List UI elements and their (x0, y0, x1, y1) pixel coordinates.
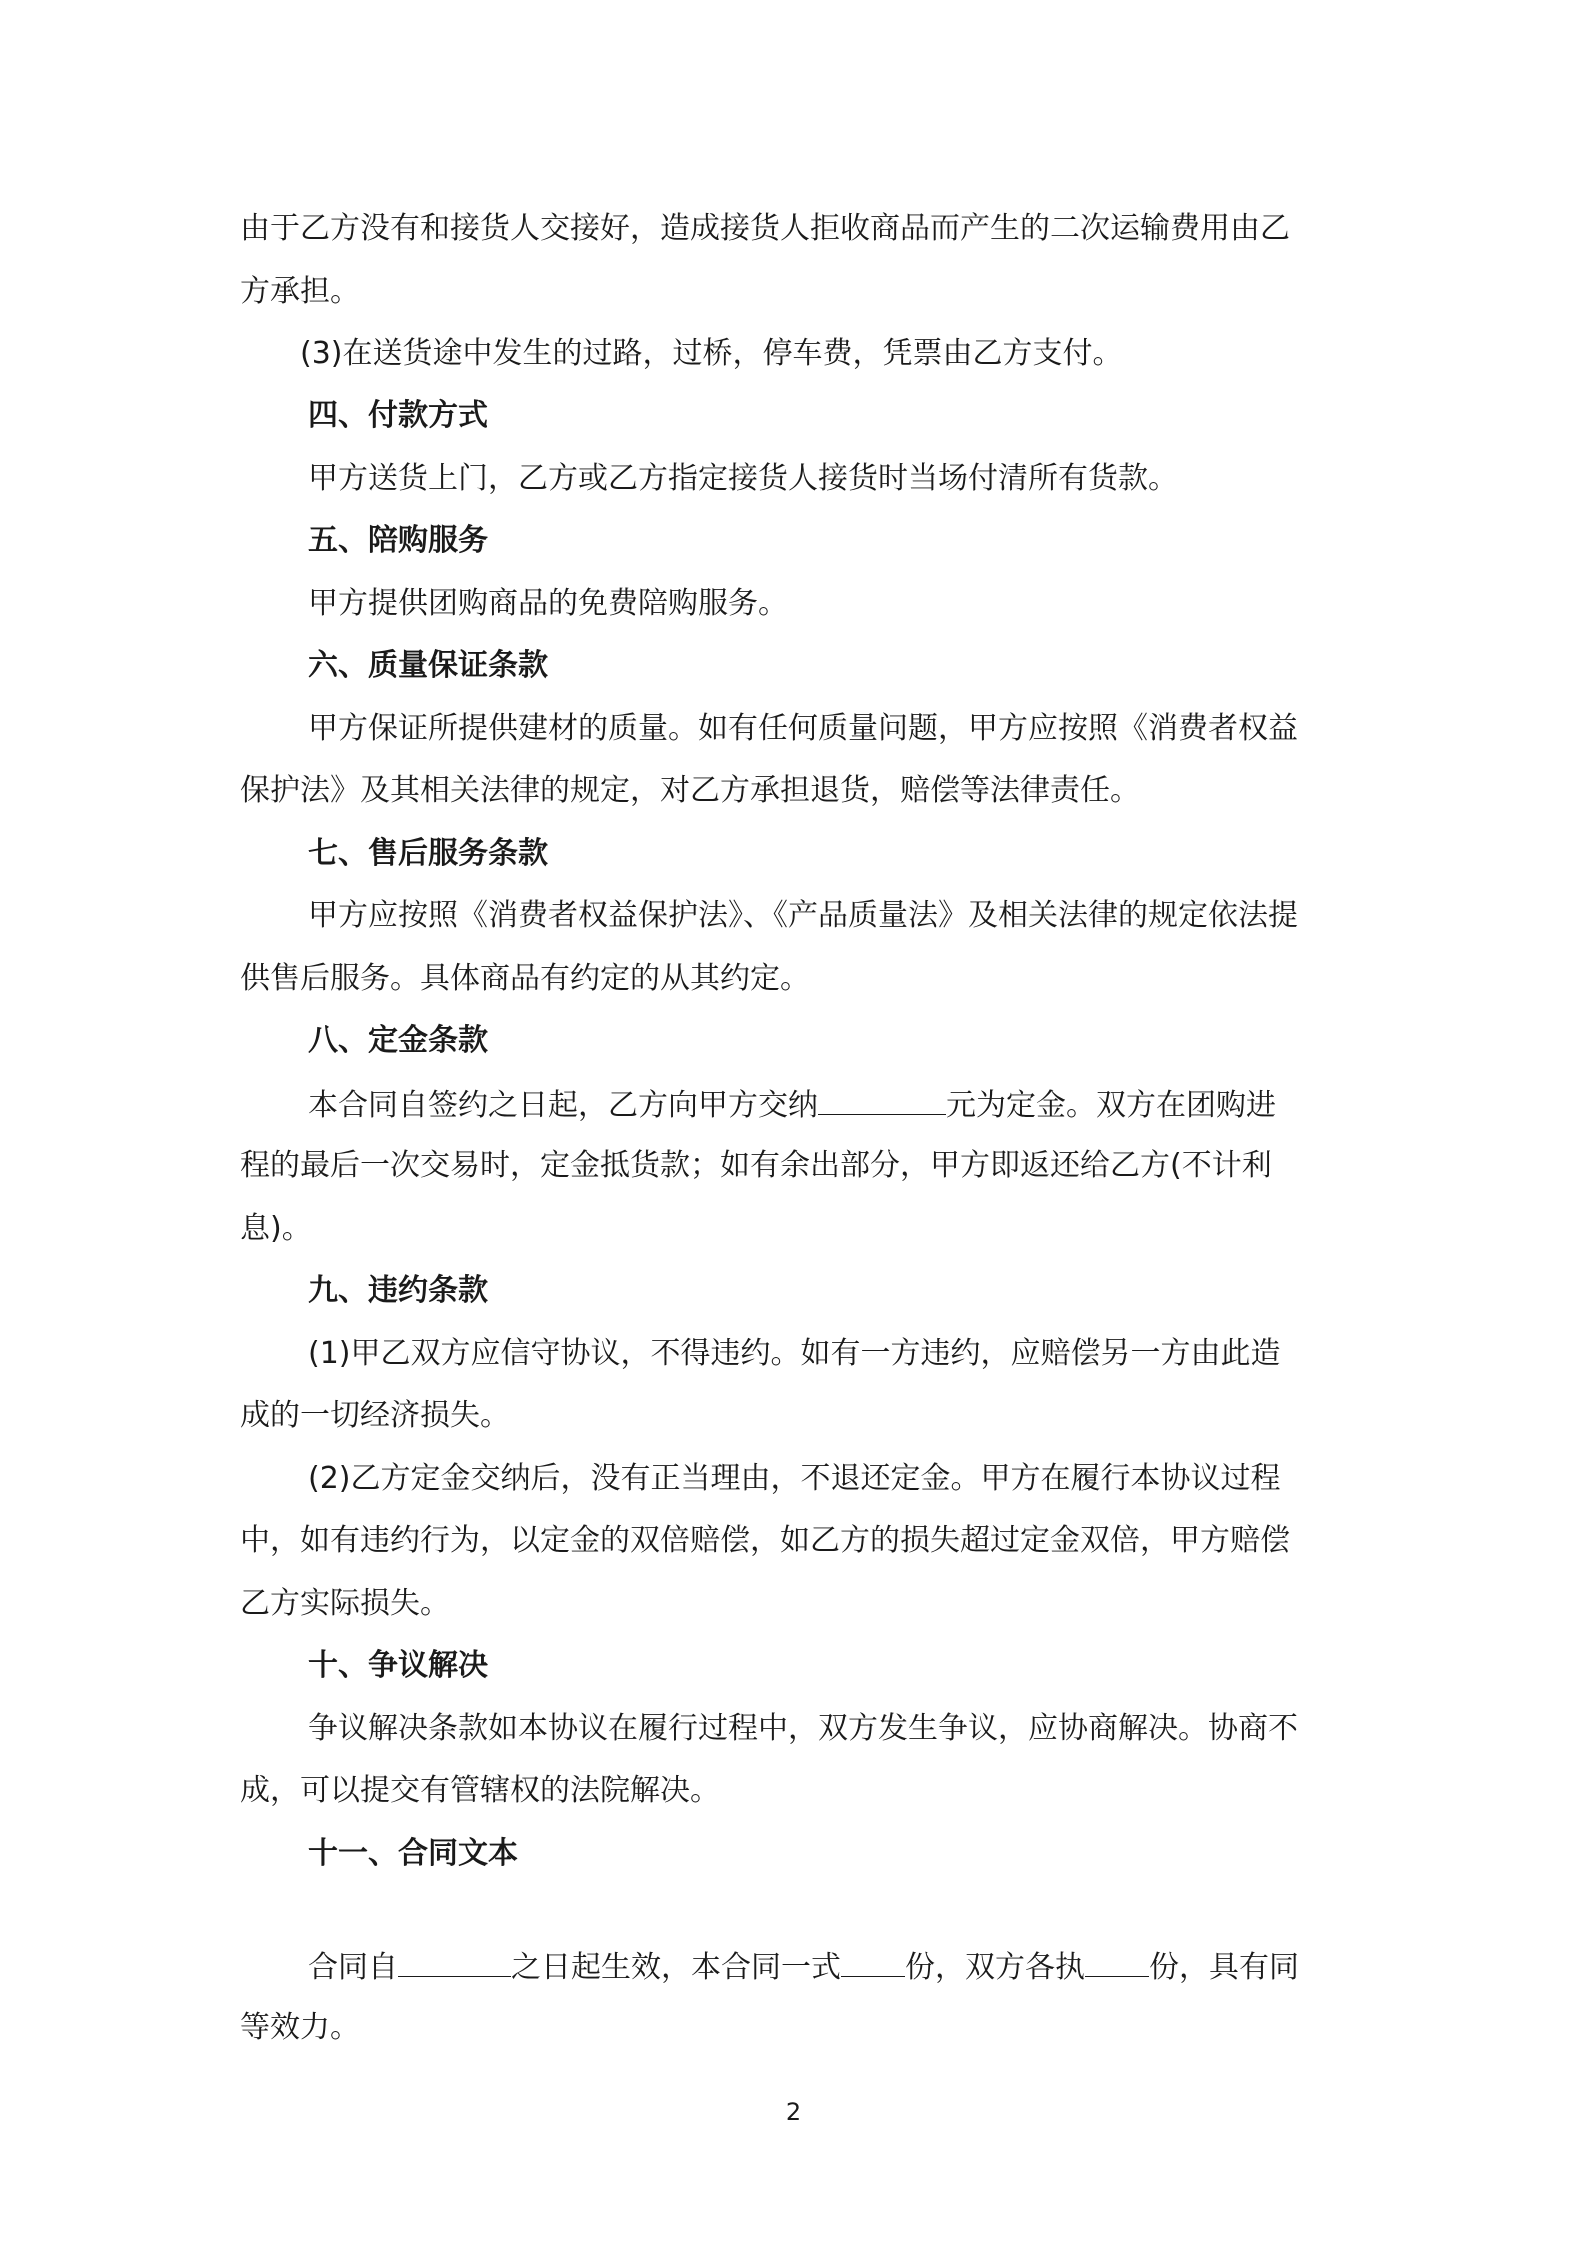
body-line: 程的最后一次交易时，定金抵货款；如有余出部分，甲方即返还给乙方(不计利 (240, 1148, 1272, 1183)
effect-line (308, 1946, 1587, 1988)
body-line: (3)在送货途中发生的过路，过桥，停车费，凭票由乙方支付。 (300, 336, 1123, 371)
body-line: 成的一切经济损失。 (240, 1398, 510, 1433)
deposit-prefix: 本合同自签约之日起，乙方向甲方交纳 (308, 1088, 818, 1123)
section-heading: 九、违约条款 (308, 1273, 488, 1308)
copies-total-blank[interactable] (841, 1946, 905, 1977)
section-heading: 十、争议解决 (308, 1648, 488, 1683)
body-line: 乙方实际损失。 (240, 1586, 450, 1621)
body-line: 中，如有违约行为，以定金的双倍赔偿，如乙方的损失超过定金双倍，甲方赔偿 (240, 1523, 1290, 1558)
body-line: 甲方送货上门，乙方或乙方指定接货人接货时当场付清所有货款。 (308, 461, 1178, 496)
deposit-line (308, 1084, 1587, 1126)
body-line: 供售后服务。具体商品有约定的从其约定。 (240, 961, 810, 996)
page-number: 2 (785, 2098, 802, 2126)
body-line: 甲方应按照《消费者权益保护法》、《产品质量法》及相关法律的规定依法提 (308, 898, 1298, 933)
section-heading: 六、质量保证条款 (308, 648, 548, 683)
body-line: 由于乙方没有和接货人交接好，造成接货人拒收商品而产生的二次运输费用由乙 (240, 211, 1290, 246)
deposit-amount-blank[interactable] (818, 1084, 946, 1115)
body-line: (1)甲乙双方应信守协议，不得违约。如有一方违约，应赔偿另一方由此造 (308, 1336, 1281, 1371)
body-line: 甲方提供团购商品的免费陪购服务。 (308, 586, 788, 621)
effect-part-4: 份，具有同 (1149, 1950, 1299, 1985)
body-line: 方承担。 (240, 274, 360, 309)
section-heading: 七、售后服务条款 (308, 836, 548, 871)
body-line: 争议解决条款如本协议在履行过程中，双方发生争议，应协商解决。协商不 (308, 1711, 1298, 1746)
deposit-suffix: 元为定金。双方在团购进 (946, 1088, 1276, 1123)
body-line: 保护法》及其相关法律的规定，对乙方承担退货，赔偿等法律责任。 (240, 773, 1140, 808)
body-line: 甲方保证所提供建材的质量。如有任何质量问题，甲方应按照《消费者权益 (308, 711, 1298, 746)
effect-part-3: 份，双方各执 (905, 1950, 1085, 1985)
section-heading: 四、付款方式 (308, 398, 488, 433)
section-heading: 五、陪购服务 (308, 523, 488, 558)
body-line: 等效力。 (240, 2010, 360, 2045)
body-line: 息)。 (240, 1211, 312, 1246)
section-heading: 十一、合同文本 (308, 1836, 518, 1871)
effective-date-blank[interactable] (398, 1946, 511, 1977)
effect-part-2: 之日起生效，本合同一式 (511, 1950, 841, 1985)
copies-each-blank[interactable] (1085, 1946, 1149, 1977)
effect-part-1: 合同自 (308, 1950, 398, 1985)
section-heading: 八、定金条款 (308, 1023, 488, 1058)
body-line: 成，可以提交有管辖权的法院解决。 (240, 1773, 720, 1808)
body-line: (2)乙方定金交纳后，没有正当理由，不退还定金。甲方在履行本协议过程 (308, 1461, 1281, 1496)
